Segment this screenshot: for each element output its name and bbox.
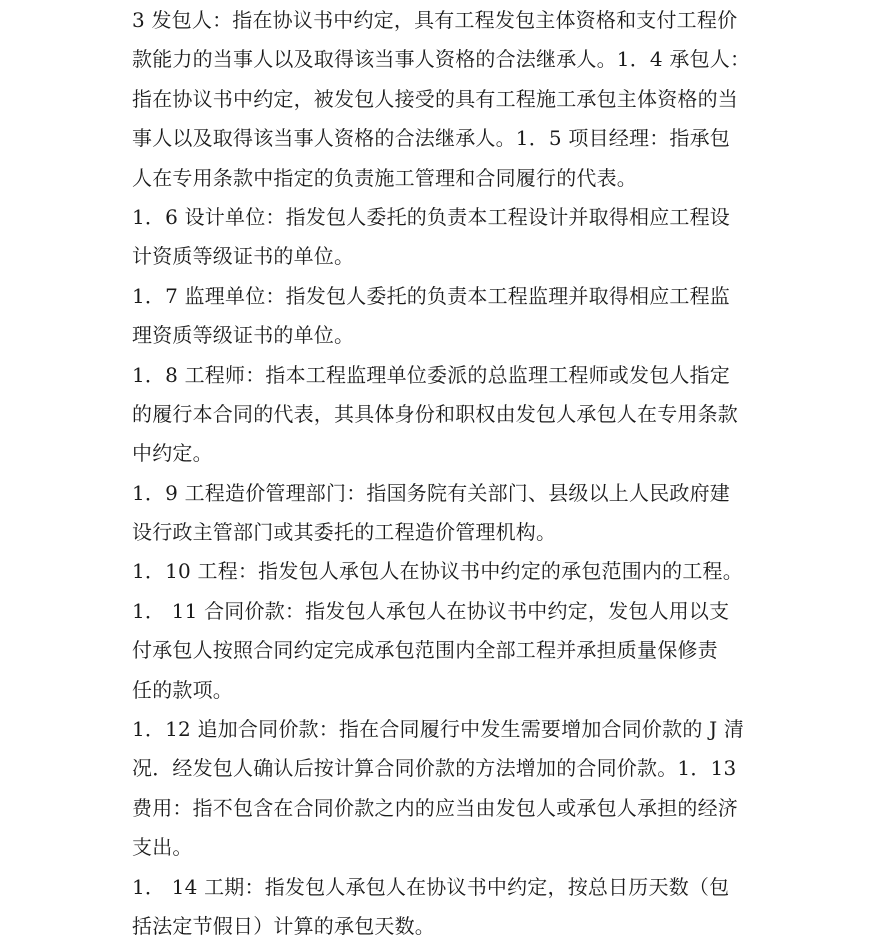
text-line: 中约定。 (132, 441, 213, 466)
text-line: 支出。 (132, 835, 193, 860)
text-line: 费用：指不包含在合同价款之内的应当由发包人或承包人承担的经济 (132, 795, 738, 820)
contract-definitions-text (132, 1, 752, 938)
text-line: 况．经发包人确认后按计算合同价款的方法增加的合同价款。1．13 (132, 756, 737, 781)
text-line: 1． 14 工期：指发包人承包人在协议书中约定，按总日历天数（包 (132, 874, 730, 899)
text-line: 人在专用条款中指定的负责施工管理和合同履行的代表。 (132, 165, 637, 190)
text-line: 1．12 追加合同价款：指在合同履行中发生需要增加合同价款的 J 清 (132, 717, 745, 742)
text-line: 3 发包人：指在协议书中约定，具有工程发包主体资格和支付工程价 (132, 8, 738, 32)
text-line: 1．6 设计单位：指发包人委托的负责本工程设计并取得相应工程设 (132, 204, 731, 229)
text-line: 1． 11 合同价款：指发包人承包人在协议书中约定，发包人用以支 (132, 598, 730, 623)
text-line: 计资质等级证书的单位。 (132, 244, 355, 269)
text-line: 指在协议书中约定，被发包人接受的具有工程施工承包主体资格的当 (132, 86, 738, 111)
text-line: 1．7 监理单位：指发包人委托的负责本工程监理并取得相应工程监 (132, 283, 731, 308)
text-line: 任的款项。 (132, 677, 233, 702)
text-line: 款能力的当事人以及取得该当事人资格的合法继承人。1．4 承包人： (132, 47, 751, 72)
text-line: 1．10 工程：指发包人承包人在协议书中约定的承包范围内的工程。 (132, 559, 743, 584)
text-line: 的履行本合同的代表，其具体身份和职权由发包人承包人在专用条款 (132, 401, 738, 426)
text-line: 1．8 工程师：指本工程监理单位委派的总监理工程师或发包人指定 (132, 362, 731, 387)
text-line: 括法定节假日）计算的承包天数。 (132, 913, 435, 938)
text-line: 理资质等级证书的单位。 (132, 323, 355, 348)
text-line: 设行政主管部门或其委托的工程造价管理机构。 (132, 520, 557, 545)
text-line: 1．9 工程造价管理部门：指国务院有关部门、县级以上人民政府建 (132, 480, 731, 505)
text-line: 付承包人按照合同约定完成承包范围内全部工程并承担质量保修责 (132, 638, 718, 663)
text-line: 事人以及取得该当事人资格的合法继承人。1．5 项目经理：指承包 (132, 126, 731, 151)
